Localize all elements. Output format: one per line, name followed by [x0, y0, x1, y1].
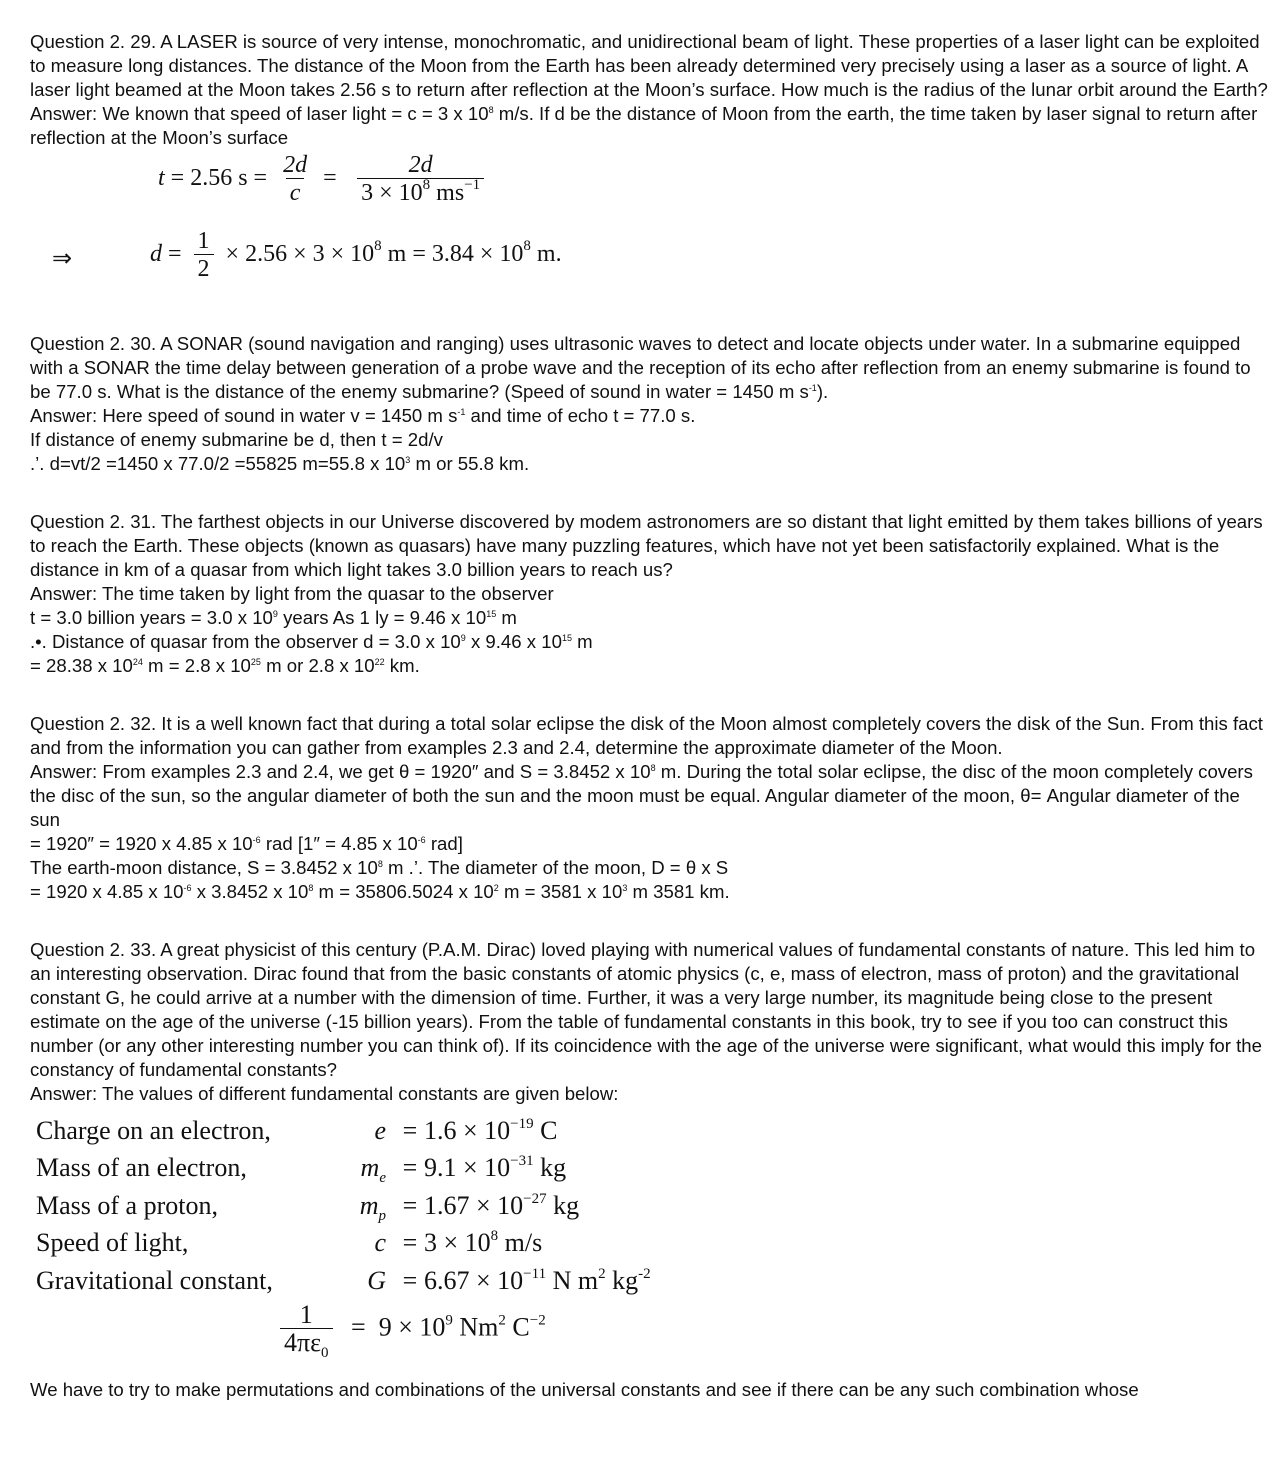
q31-answer-line-1: Answer: The time taken by light from the quasar to the observer — [30, 583, 554, 604]
constant-symbol: $m_e$ — [360, 1153, 386, 1187]
constant-symbol: G — [367, 1265, 386, 1295]
q30-answer-line-1: Answer: Here speed of sound in water v = 1450 m $s^{-1}$ and time of echo t = 77.0 s. — [30, 405, 696, 426]
q30-answer-line-2: If distance of enemy submarine be d, then t = 2d/v — [30, 429, 443, 450]
constant-symbol: c — [374, 1228, 386, 1258]
q30-question: Question 2. 30. A SONAR (sound navigation and ranging) uses ultrasonic waves to detect and locate objects under water. In a submarine equipped with a SONAR the time delay between generation of a probe wave and the reception of its echo after reflection from an enemy submarine is found to be 77.0 s. What is the distance of the enemy submarine? (Speed of sound in water = 1450 m $s^{-1}$). — [30, 333, 1251, 402]
constant-value: $3 \times 10^8$ m/s — [424, 1228, 543, 1258]
constant-value: $9.1 \times 10^{-31}$ kg — [424, 1153, 567, 1183]
constant-equals: = — [402, 1115, 418, 1145]
constant-name: Gravitational constant, — [36, 1265, 273, 1295]
constant-value: $1.6 \times 10^{-19}$ C — [424, 1115, 558, 1145]
q32-question: Question 2. 32. It is a well known fact that during a total solar eclipse the disk of the Moon almost completely covers the disk of the Sun. From this fact and from the information you can gather from examples 2.3 and 2.4, determine the approximate diameter of the Moon. — [30, 713, 1263, 758]
document-page — [30, 30, 1270, 1402]
constant-equals: = — [402, 1265, 418, 1295]
q33-answer: Answer: The values of different fundamental constants are given below: — [30, 1083, 619, 1104]
constant-symbol: e — [374, 1115, 386, 1145]
constant-row — [36, 1187, 651, 1225]
q32-answer-line-1: Answer: From examples 2.3 and 2.4, we get θ = 1920″ and S = 3.8452 x $10^8$ m. During the total solar eclipse, the disc of the moon completely covers the disc of the sun, so the angular diameter of both the sun and the moon must be equal. Angular diameter of the moon, θ= Angular diameter of the sun — [30, 761, 1253, 830]
constant-row — [36, 1225, 651, 1263]
constant-name: Speed of light, — [36, 1228, 189, 1258]
constant-row — [36, 1262, 651, 1300]
q31-answer-line-2: t = 3.0 billion years = 3.0 x $10^9$ years As 1 ly = 9.46 x $10^{15}$ m — [30, 607, 517, 628]
q31-question: Question 2. 31. The farthest objects in our Universe discovered by modem astronomers are so distant that light emitted by them takes billions of years to reach the Earth. These objects (known as quasars) have many puzzling features, which have not yet been satisfactorily explained. What is the distance in km of a quasar from which light takes 3.0 billion years to reach us? — [30, 511, 1263, 580]
constant-row — [36, 1150, 651, 1188]
q31-answer-line-4: = 28.38 x $10^{24}$ m = 2.8 x $10^{25}$ m or 2.8 x $10^{22}$ km. — [30, 655, 420, 676]
q29-equation-time: t = 2.56 s = $\frac{2d}{c}$ = $\frac{2d}{3 \times 10^8 ms^{-1}}$ — [30, 150, 1270, 224]
q33-question: Question 2. 33. A great physicist of this century (P.A.M. Dirac) loved playing with numerical values of fundamental constants of nature. This led him to an interesting observation. Dirac found that from the basic constants of atomic physics (c, e, mass of electron, mass of proton) and the gravitational constant G, he could arrive at a number with the dimension of time. Further, it was a very large number, its magnitude being close to the present estimate on the age of the universe (-15 billion years). From the table of fundamental constants in this book, try to see if you too can construct this number (or any other interesting number you can think of). If its coincidence with the age of the universe were significant, what would this imply for the constancy of fundamental constants? — [30, 939, 1262, 1080]
q30-answer-line-3: .’. d=vt/2 =1450 x 77.0/2 =55825 m=55.8 x $10^3$ m or 55.8 km. — [30, 453, 530, 474]
constant-value: $6.67 \times 10^{-11}$ N $m^2$ $kg^{-2}$ — [424, 1265, 651, 1295]
constant-value: $1.67 \times 10^{-27}$ kg — [424, 1190, 580, 1220]
q29-question: Question 2. 29. A LASER is source of very intense, monochromatic, and unidirectional beam of light. These properties of a laser light can be exploited to measure long distances. The distance of the Moon from the Earth has been already determined very precisely using a laser as a source of light. A laser light beamed at the Moon takes 2.56 s to return after reflection at the Moon’s surface. How much is the radius of the lunar orbit around the Earth? — [30, 31, 1268, 100]
q31-answer-line-3: .•. Distance of quasar from the observer d = 3.0 x $10^9$ x 9.46 x $10^{15}$ m — [30, 631, 593, 652]
constant-name: Charge on an electron, — [36, 1115, 271, 1145]
constant-equals: = — [402, 1228, 418, 1258]
constant-row — [36, 1112, 651, 1150]
q33-closing-text: We have to try to make permutations and combinations of the universal constants and see if there can be any such combination whose — [30, 1378, 1139, 1400]
q32-answer-line-4: = 1920 x 4.85 x $10^{-6}$ x 3.8452 x $10^8$ m = 35806.5024 x $10^2$ m = 3581 x $10^3$ m 3581 km. — [30, 881, 730, 902]
constant-equals: = — [402, 1190, 418, 1220]
constant-name: Mass of a proton, — [36, 1190, 218, 1220]
q29-equation-distance: ⇒ d = $\frac{1}{2}$ × $2.56 \times 3 \times 10^8$ $m = 3.84 \times 10^8$ m. — [52, 228, 562, 282]
constant-name: Mass of an electron, — [36, 1153, 247, 1183]
q32-answer-line-2: = 1920″ = 1920 x 4.85 x $10^{-6}$ rad [1″ = 4.85 x $10^{-6}$ rad] — [30, 833, 463, 854]
q29-answer: Answer: We known that speed of laser light = c = 3 x $10^8$ m/s. If d be the distance of Moon from the earth, the time taken by laser signal to return after reflection at the Moon’s surface — [30, 103, 1258, 148]
constant-symbol: $m_p$ — [359, 1190, 386, 1224]
constant-equals: = — [402, 1153, 418, 1183]
coulomb-constant-equation: $\frac{1}{4\pi\varepsilon_0}$ = $9 \times 10^9$ Nm$^2$ $C^{-2}$ — [30, 1300, 1270, 1370]
constants-table — [36, 1112, 651, 1300]
q32-answer-line-3: The earth-moon distance, S = 3.8452 x $10^8$ m .’. The diameter of the moon, D = θ x S — [30, 857, 729, 878]
